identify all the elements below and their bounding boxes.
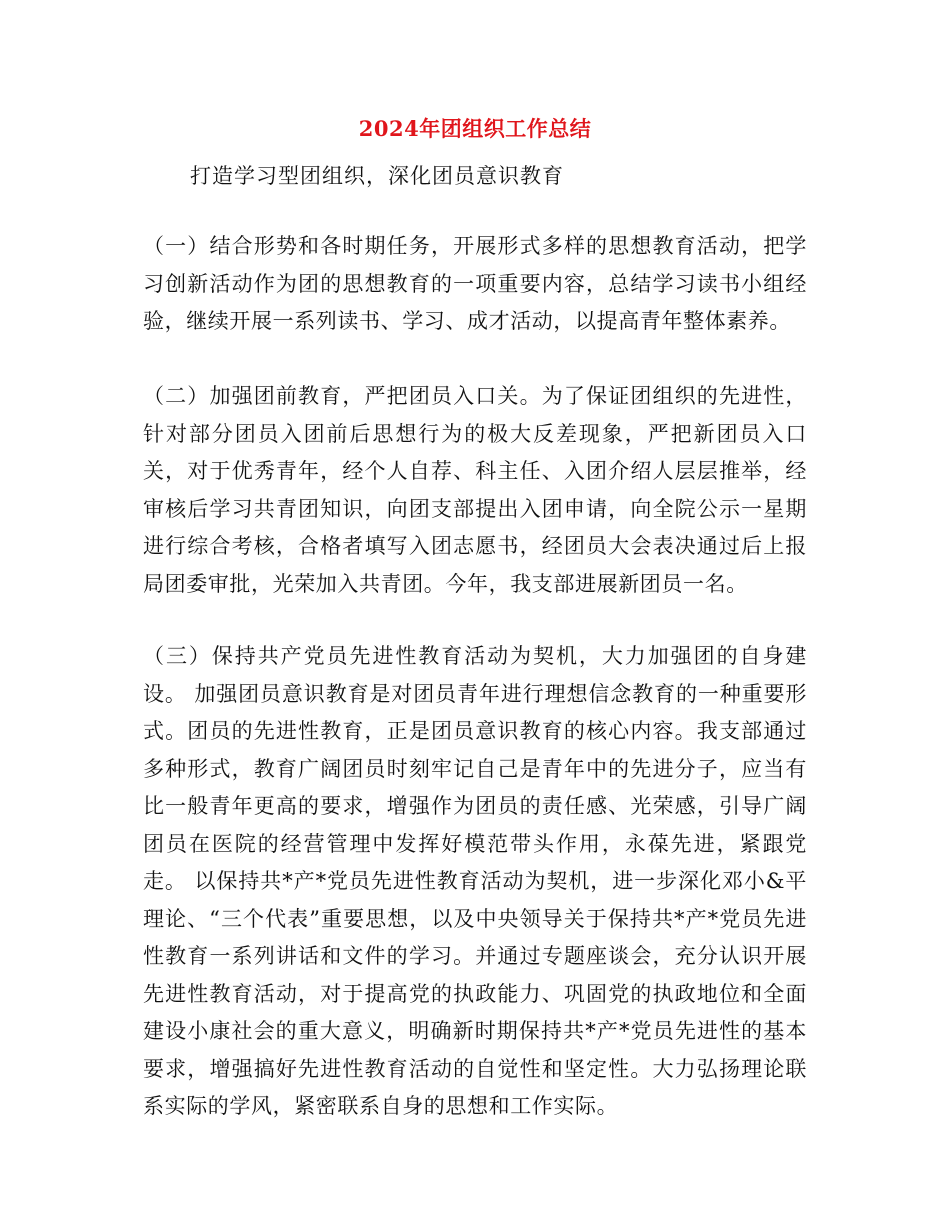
- paragraph-2: （二）加强团前教育，严把团员入口关。为了保证团组织的先进性，针对部分团员入团前后思想行为的极大反差现象，严把新团员入口关，对于优秀青年，经个人自荐、科主任、入团介绍人层层推举，经审核后学习共青团知识，向团支部提出入团申请，向全院公示一星期进行综合考核，合格者填写入团志愿书，经团员大会表决通过后上报局团委审批，光荣加入共青团。今年，我支部进展新团员一名。: [143, 384, 807, 596]
- paragraph-1: （一）结合形势和各时期任务，开展形式多样的思想教育活动，把学习创新活动作为团的思想教育的一项重要内容，总结学习读书小组经验，继续开展一系列读书、学习、成才活动，以提高青年整体素养。: [143, 234, 807, 333]
- paragraph-3: （三）保持共产党员先进性教育活动为契机，大力加强团的自身建设。 加强团员意识教育是对团员青年进行理想信念教育的一种重要形式。团员的先进性教育，正是团员意识教育的核心内容。我支部通过多种形式，教育广阔团员时刻牢记自己是青年中的先进分子，应当有比一般青年更高的要求，增强作为团员的责任感、光荣感，引导广阔团员在医院的经营管理中发挥好模范带头作用，永葆先进，紧跟党走。 以保持共*产*党员先进性教育活动为契机，进一步深化邓小&平理论、“三个代表”重要思想，以及中央领导关于保持共*产*党员先进性教育一系列讲话和文件的学习。并通过专题座谈会，充分认识开展先进性教育活动，对于提高党的执政能力、巩固党的执政地位和全面建设小康社会的重大意义，明确新时期保持共*产*党员先进性的基本要求，增强搞好先进性教育活动的自觉性和坚定性。大力弘扬理论联系实际的学风，紧密联系自身的思想和工作实际。: [143, 644, 807, 1118]
- document-subtitle: 打造学习型团组织，深化团员意识教育: [190, 164, 564, 188]
- document-title: 2024年团组织工作总结: [358, 116, 592, 141]
